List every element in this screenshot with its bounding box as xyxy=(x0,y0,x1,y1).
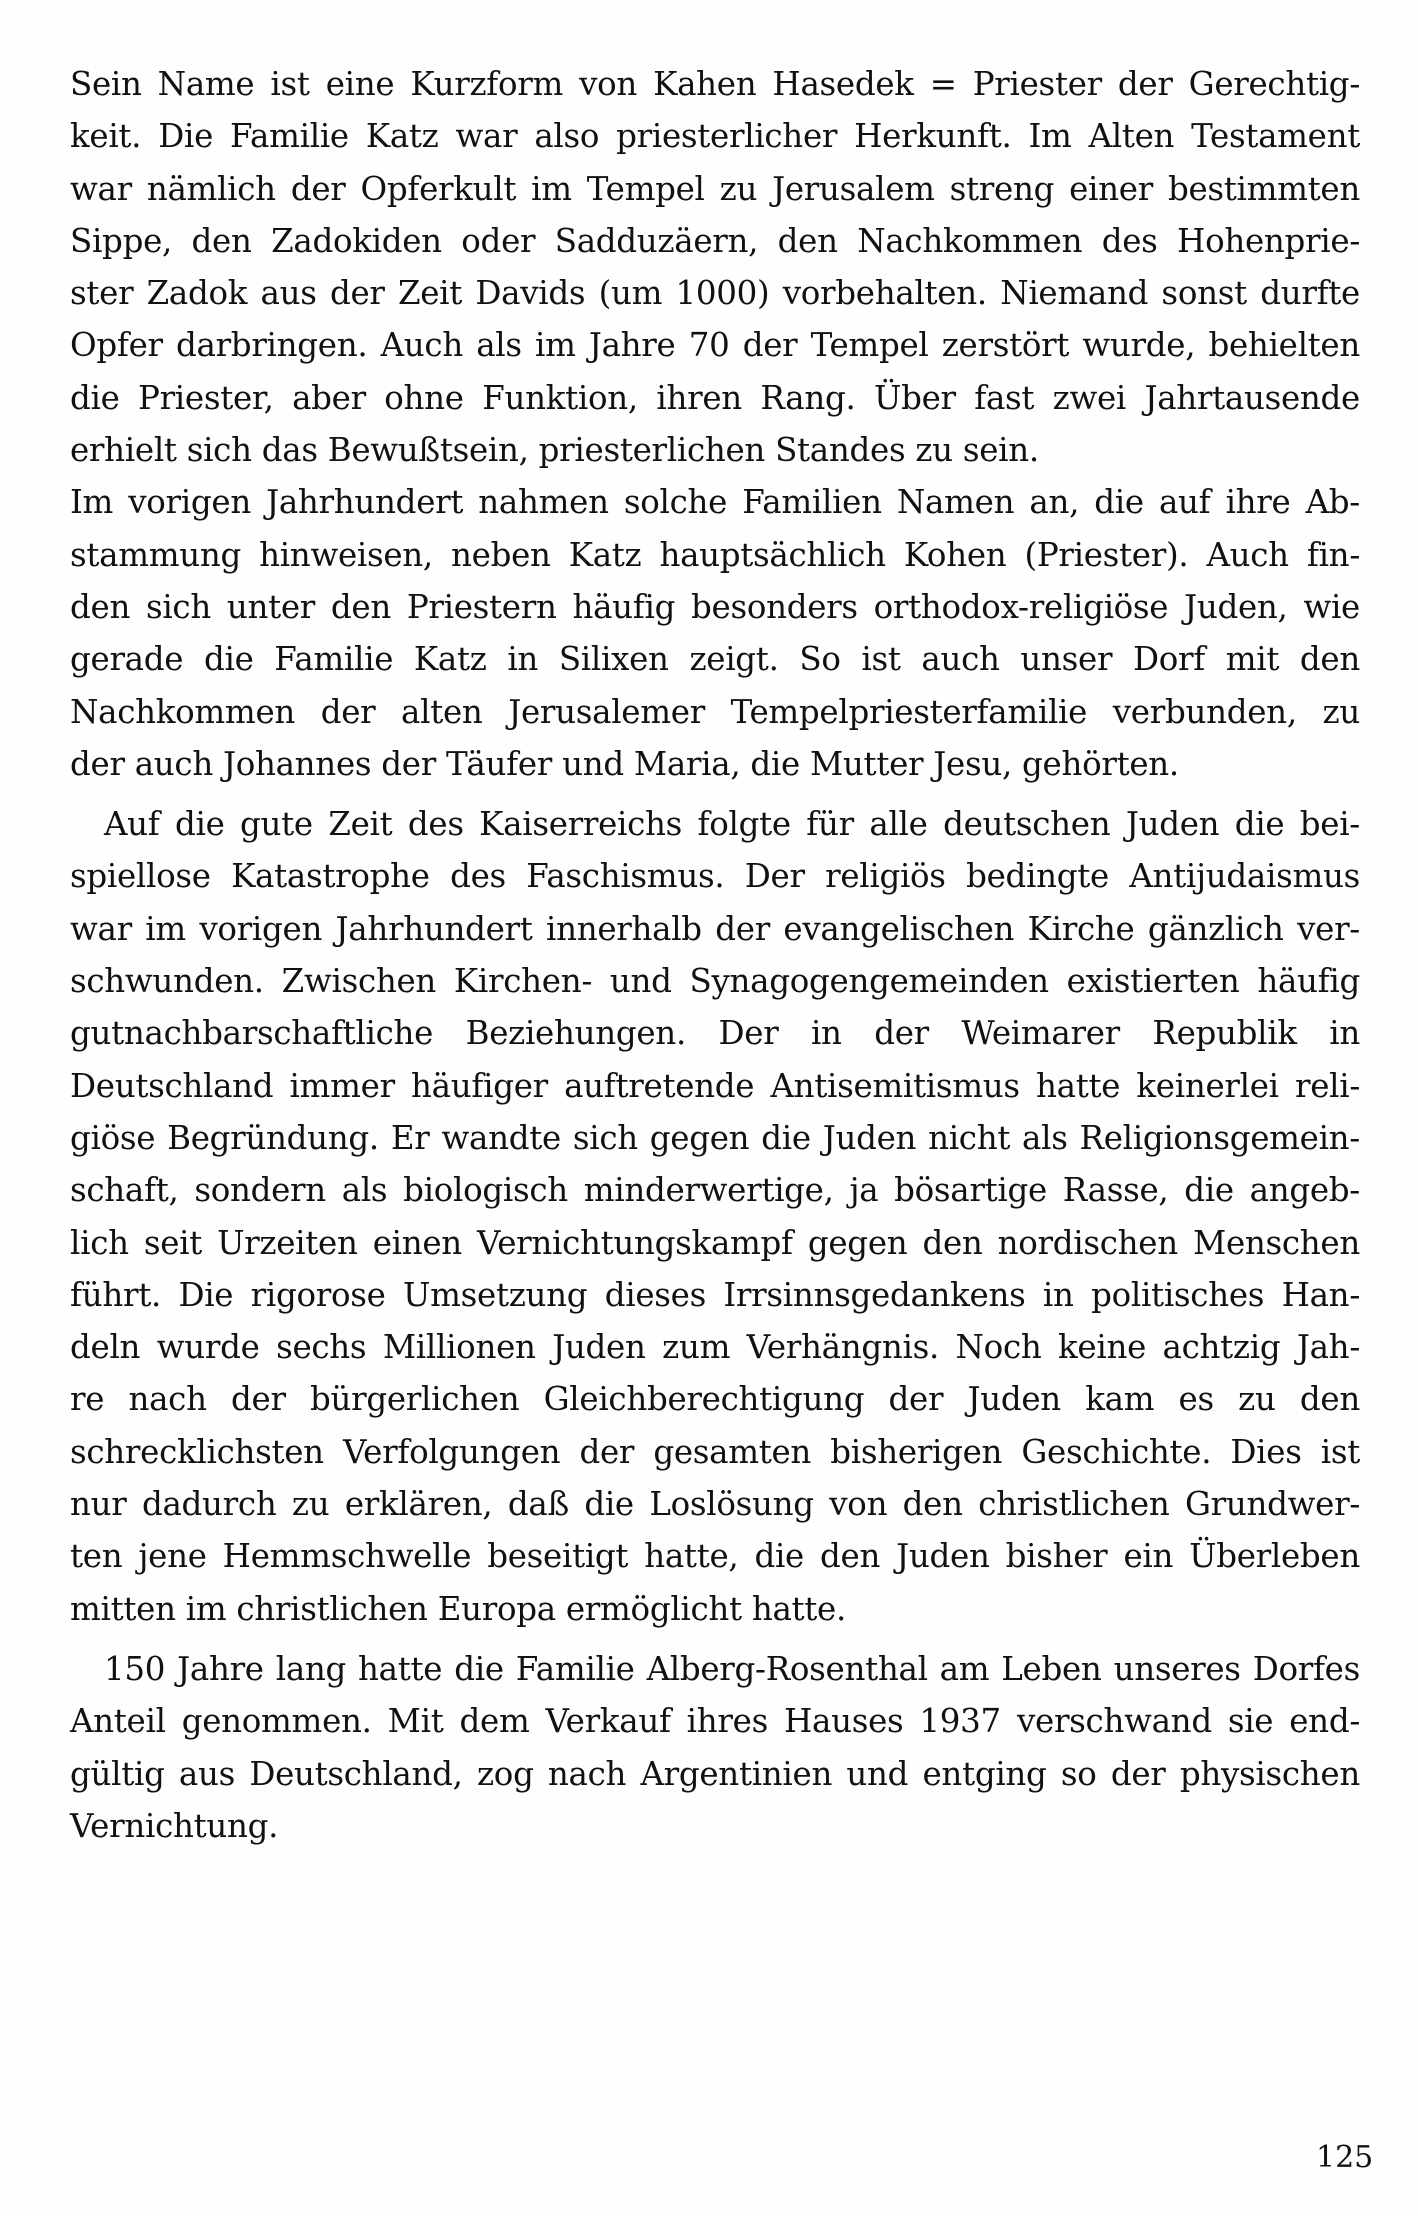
paragraph-3 xyxy=(70,798,1360,1635)
text-line: erhielt sich das Bewußtsein, priesterlichen Standes zu sein. xyxy=(70,431,1039,470)
text-line: gültig aus Deutschland, zog nach Argentinien und entging so der physischen xyxy=(70,1754,1360,1793)
paragraph-4 xyxy=(70,1643,1360,1852)
text-line: Vernichtung. xyxy=(70,1806,279,1845)
paragraph-2 xyxy=(70,476,1360,790)
text-line: 150 Jahre lang hatte die Familie Alberg-Rosenthal am Leben unseres Dorfes xyxy=(104,1649,1360,1688)
text-line: Sippe, den Zadokiden oder Sadduzäern, den Nachkommen des Hohenprie- xyxy=(70,221,1360,260)
text-line: schrecklichsten Verfolgungen der gesamten bisherigen Geschichte. Dies ist xyxy=(70,1432,1360,1471)
text-line: schwunden. Zwischen Kirchen- und Synagogengemeinden existierten häufig xyxy=(70,962,1360,1001)
text-line: lich seit Urzeiten einen Vernichtungskampf gegen den nordischen Menschen xyxy=(70,1223,1360,1262)
text-line: der auch Johannes der Täufer und Maria, die Mutter Jesu, gehörten. xyxy=(70,744,1179,783)
text-line: spiellose Katastrophe des Faschismus. Der religiös bedingte Antijudaismus xyxy=(70,857,1360,896)
text-line: Auf die gute Zeit des Kaiserreichs folgte für alle deutschen Juden die bei- xyxy=(104,805,1360,844)
text-line: giöse Begründung. Er wandte sich gegen die Juden nicht als Religionsgemein- xyxy=(70,1118,1360,1157)
text-line: deln wurde sechs Millionen Juden zum Verhängnis. Noch keine achtzig Jah- xyxy=(70,1328,1360,1367)
text-line: den sich unter den Priestern häufig besonders orthodox-religiöse Juden, wie xyxy=(70,587,1360,626)
text-line: keit. Die Familie Katz war also priesterlicher Herkunft. Im Alten Testament xyxy=(70,117,1360,156)
text-line: Sein Name ist eine Kurzform von Kahen Hasedek = Priester der Gerechtig- xyxy=(70,65,1360,103)
text-line: Nachkommen der alten Jerusalemer Tempelpriesterfamilie verbunden, zu xyxy=(70,692,1360,731)
paragraph-1 xyxy=(70,58,1360,476)
text-line: Anteil genommen. Mit dem Verkauf ihres Hauses 1937 verschwand sie end- xyxy=(70,1702,1360,1741)
text-line: war nämlich der Opferkult im Tempel zu Jerusalem streng einer bestimmten xyxy=(70,169,1360,208)
text-line: ster Zadok aus der Zeit Davids (um 1000) vorbehalten. Niemand sonst durfte xyxy=(70,274,1360,313)
text-line: führt. Die rigorose Umsetzung dieses Irrsinnsgedankens in politisches Han- xyxy=(70,1275,1360,1314)
text-line: ten jene Hemmschwelle beseitigt hatte, die den Juden bisher ein Überleben xyxy=(70,1537,1360,1576)
text-line: mitten im christlichen Europa ermöglicht hatte. xyxy=(70,1589,847,1628)
text-line: war im vorigen Jahrhundert innerhalb der evangelischen Kirche gänzlich ver- xyxy=(70,909,1360,948)
text-line: gerade die Familie Katz in Silixen zeigt. So ist auch unser Dorf mit den xyxy=(70,640,1360,679)
text-line: Opfer darbringen. Auch als im Jahre 70 der Tempel zerstört wurde, behielten xyxy=(70,326,1360,365)
text-line: schaft, sondern als biologisch minderwertige, ja bösartige Rasse, die angeb- xyxy=(70,1171,1360,1210)
body-text xyxy=(70,58,1360,1852)
text-line: die Priester, aber ohne Funktion, ihren Rang. Über fast zwei Jahrtausende xyxy=(70,378,1360,417)
text-line: stammung hinweisen, neben Katz hauptsächlich Kohen (Priester). Auch fin- xyxy=(70,535,1360,574)
text-line: nur dadurch zu erklären, daß die Loslösung von den christlichen Grundwer- xyxy=(70,1485,1360,1524)
text-line: re nach der bürgerlichen Gleichberechtigung der Juden kam es zu den xyxy=(70,1380,1360,1419)
text-line: Deutschland immer häufiger auftretende Antisemitismus hatte keinerlei reli- xyxy=(70,1066,1360,1105)
text-line: gutnachbarschaftliche Beziehungen. Der in der Weimarer Republik in xyxy=(70,1014,1360,1053)
page-number: 125 xyxy=(1316,2140,1374,2175)
text-line: Im vorigen Jahrhundert nahmen solche Familien Namen an, die auf ihre Ab- xyxy=(70,483,1360,522)
